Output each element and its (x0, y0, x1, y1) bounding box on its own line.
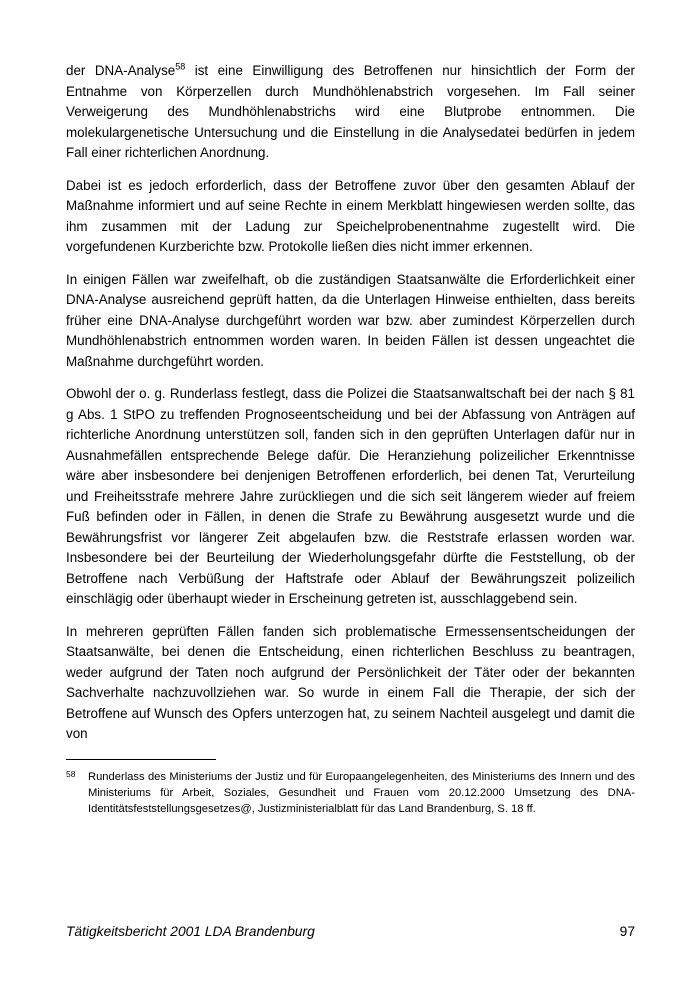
body-paragraph-3: In einigen Fällen war zweifelhaft, ob die zuständigen Staatsanwälte die Erforderlichkeit einer DNA-Analyse ausreichend geprüft hatten, da die Unterlagen Hinweise enthielten, dass bereits früher eine DNA-Analyse durchgeführt worden war bzw. aber zumindest Körperzellen durch Mundhöhlenabstrich entnommen worden waren. In beiden Fällen ist dessen ungeachtet die Maßnahme durchgeführt worden. (66, 271, 635, 369)
footer-report-title: Tätigkeitsbericht 2001 LDA Brandenburg (66, 924, 315, 939)
paragraph-1-text-before-ref: der DNA-Analyse (66, 63, 176, 78)
footnote-reference-58: 58 (175, 61, 186, 72)
footnote-number: 58 (66, 768, 76, 779)
body-paragraph-1 (66, 61, 635, 164)
footnote-58 (66, 769, 635, 817)
body-paragraph-2: Dabei ist es jedoch erforderlich, dass der Betroffene zuvor über den gesamten Ablauf der Maßnahme informiert und auf seine Rechte in einem Merkblatt hingewiesen werden sollte, das ihm zusammen mit der Ladung zur Speichelprobenentnahme zugestellt wird. Die vorgefundenen Kurzberichte bzw. Protokolle ließen dies nicht immer erkennen. (66, 177, 635, 254)
footnote-text: Runderlass des Ministeriums der Justiz und für Europaangelegenheiten, des Ministeriums des Innern und des Ministeriums für Arbeit, Soziales, Gesundheit und Frauen vom 20.12.2000 Umsetzung des DNA-Identitätsfeststellungsgesetzes@, Justizministerialblatt für das Land Brandenburg, S. 18 ff. (88, 770, 635, 815)
footnote-separator-rule (66, 759, 216, 760)
footer-page-number: 97 (619, 924, 635, 939)
body-paragraph-4: Obwohl der o. g. Runderlass festlegt, dass die Polizei die Staatsanwaltschaft bei der nach § 81 g Abs. 1 StPO zu treffenden Prognoseentscheidung und bei der Abfassung von Anträgen auf richterliche Anordnung unterstützen soll, fanden sich in den geprüften Unterlagen dafür nur in Ausnahmefällen entsprechende Belege dafür. Die Heranziehung polizeilicher Erkenntnisse wäre aber insbesondere bei denjenigen Betroffenen erforderlich, bei denen Tat, Verurteilung und Freiheitsstrafe mehrere Jahre zurückliegen und die sich seit längerem wieder auf freiem Fuß befinden oder in Fällen, in denen die Strafe zu Bewährung ausgesetzt wurde und die Bewährungsfrist vor längerer Zeit abgelaufen bzw. die Reststrafe erlassen worden war. Insbesondere bei der Beurteilung der Wiederholungsgefahr dürfte die Feststellung, ob der Betroffene nach Verbüßung der Haftstrafe oder Ablauf der Bewährungszeit polizeilich einschlägig oder überhaupt wieder in Erscheinung getreten ist, ausschlaggebend sein. (66, 386, 635, 606)
page-footer (66, 924, 635, 939)
body-paragraph-5: In mehreren geprüften Fällen fanden sich problematische Ermessensentscheidungen der Staatsanwälte, bei denen die Entscheidung, einen richterlichen Beschluss zu beantragen, weder aufgrund der Taten noch aufgrund der Persönlichkeit der Täter oder der bekannten Sachverhalte nachzuvollziehen war. So wurde in einem Fall die Therapie, der sich der Betroffene auf Wunsch des Opfers unterzogen hat, zu seinem Nachteil ausgelegt und damit die von (66, 623, 635, 741)
document-content (66, 61, 635, 817)
paragraph-1-text-after-ref: ist eine Einwilligung des Betroffenen nur hinsichtlich der Form der Entnahme von Körperzellen durch Mundhöhlenabstrich vorgesehen. Im Fall seiner Verweigerung des Mundhöhlenabstrichs wird eine Blutprobe entnommen. Die molekulargenetische Untersuchung und die Einstellung in die Analysedatei bedürfen in jedem Fall einer richterlichen Anordnung. (66, 63, 635, 160)
